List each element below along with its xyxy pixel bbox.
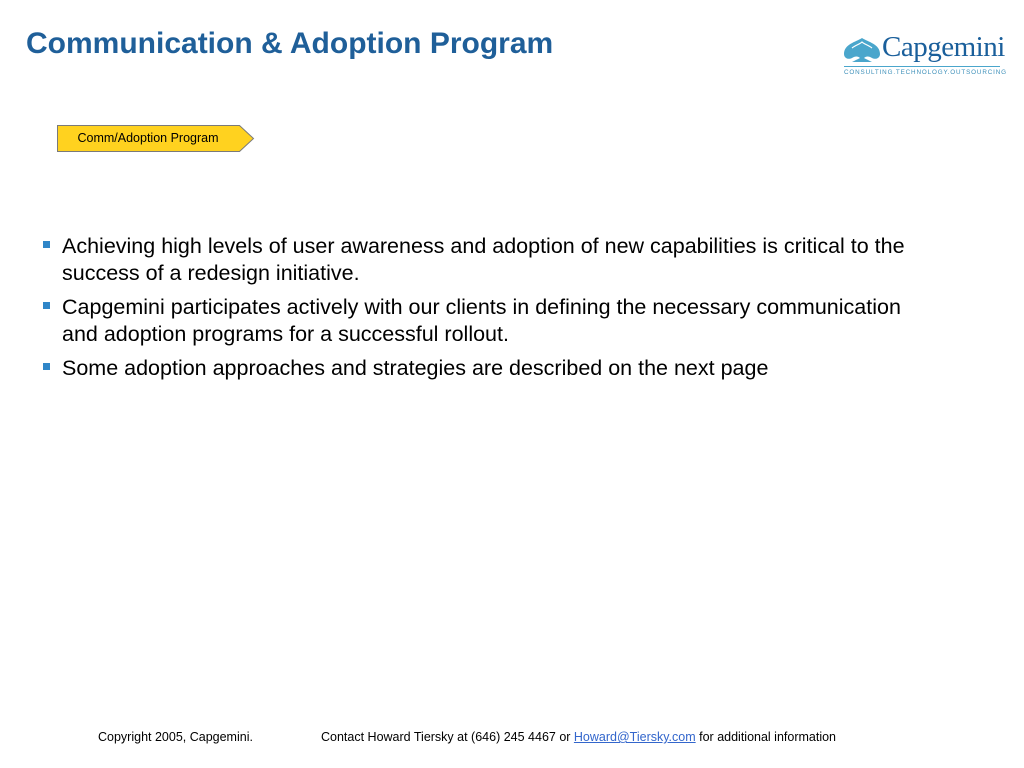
logo-rule — [844, 66, 1000, 67]
bullet-text: Some adoption approaches and strategies are described on the next page — [62, 356, 769, 380]
chevron-label: Comm/Adoption Program — [77, 131, 219, 145]
footer-contact — [321, 728, 836, 746]
square-bullet-icon — [43, 363, 50, 370]
bullet-list — [40, 233, 940, 389]
bullet-text: Achieving high levels of user awareness and adoption of new capabilities is critical to the success of a redesign initiative. — [62, 234, 905, 285]
slide-title: Communication & Adoption Program — [26, 27, 554, 60]
logo-wordmark: Capgemini — [882, 31, 1005, 63]
comm-adoption-chevron — [57, 125, 255, 153]
square-bullet-icon — [43, 302, 50, 309]
list-item — [40, 294, 940, 348]
capgemini-logo — [842, 30, 1007, 80]
list-item — [40, 233, 940, 287]
bullet-text: Capgemini participates actively with our clients in defining the necessary communication and adoption programs for a successful rollout. — [62, 295, 901, 346]
footer-copyright: Copyright 2005, Capgemini. — [98, 730, 253, 744]
footer-contact-prefix: Contact Howard Tiersky at (646) 245 4467 or — [321, 730, 574, 744]
spade-logo-icon — [842, 36, 882, 62]
square-bullet-icon — [43, 241, 50, 248]
footer — [0, 728, 1024, 746]
footer-contact-suffix: for additional information — [695, 730, 837, 744]
list-item — [40, 355, 940, 382]
contact-email-link[interactable]: Howard@Tiersky.com — [573, 730, 696, 744]
logo-tagline: CONSULTING.TECHNOLOGY.OUTSOURCING — [844, 69, 1007, 76]
